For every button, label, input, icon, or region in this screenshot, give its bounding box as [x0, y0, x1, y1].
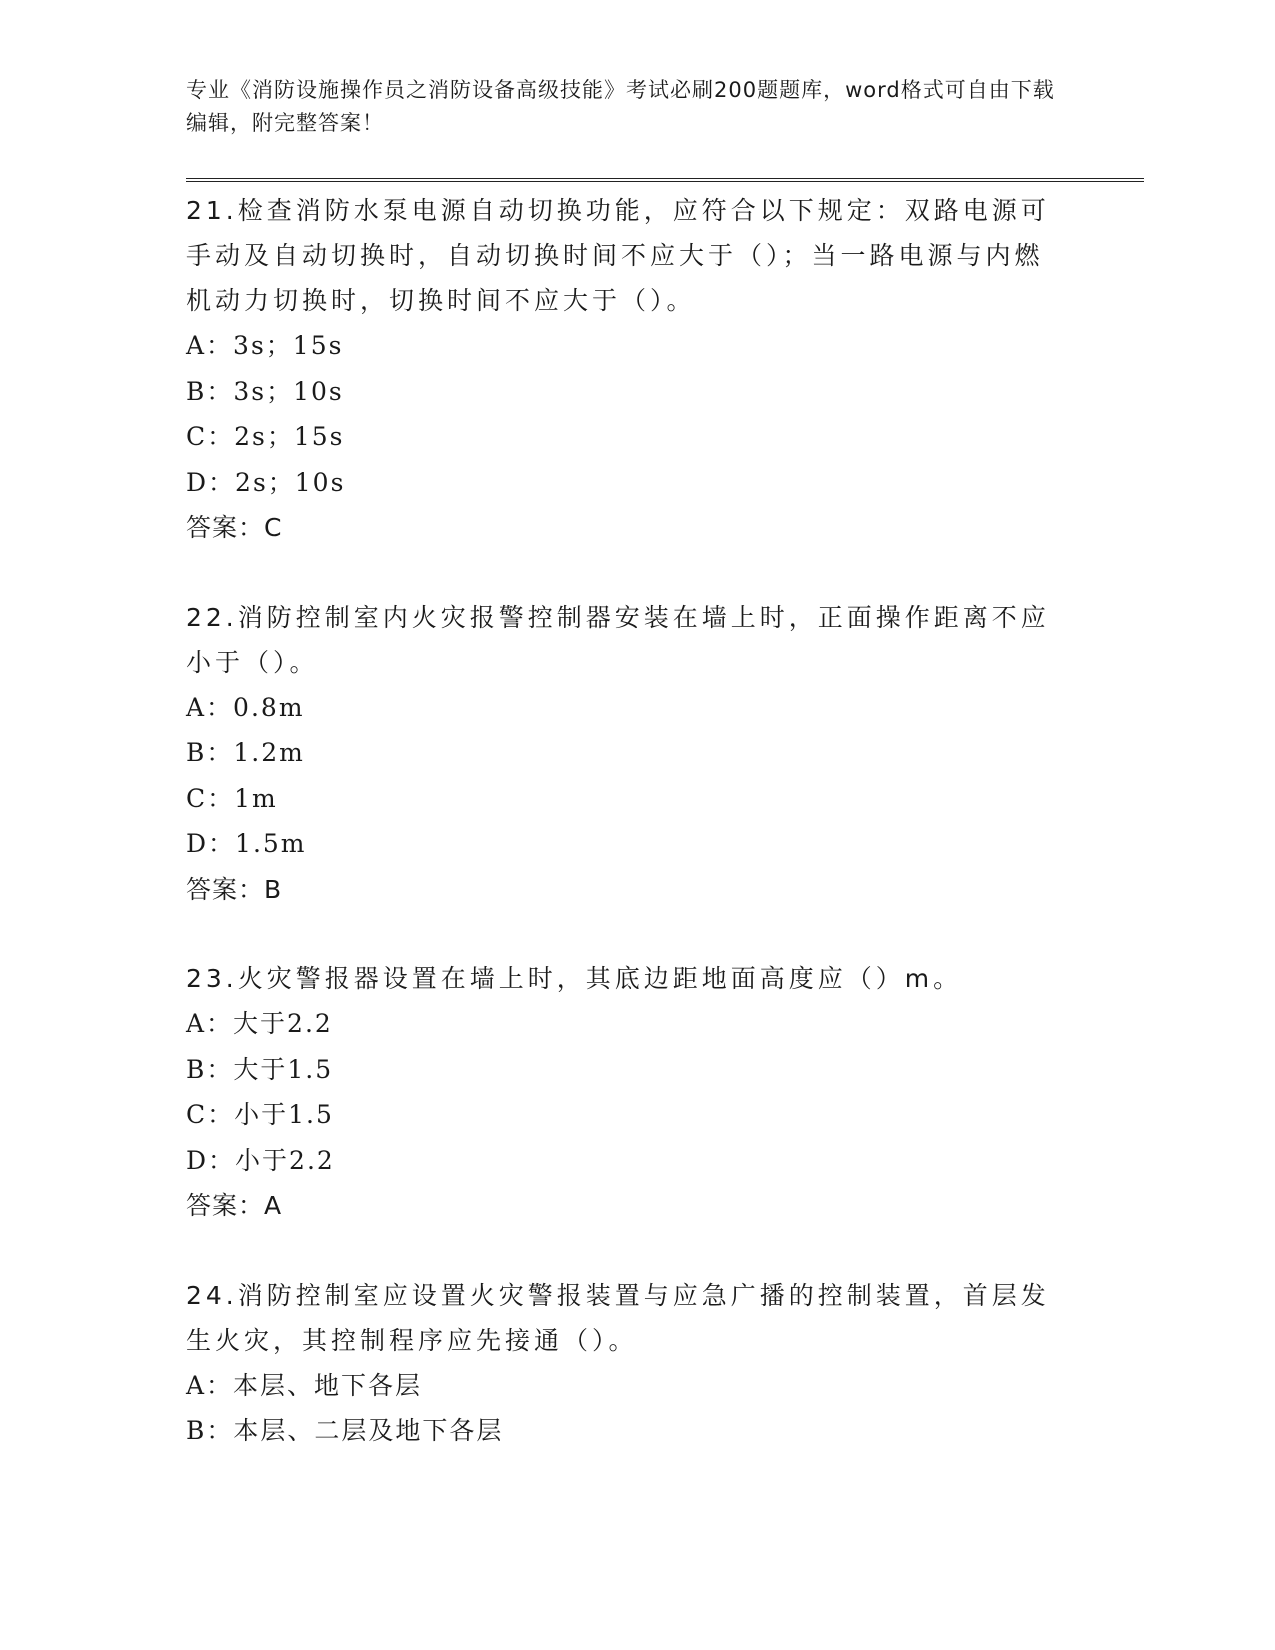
option-d: D：2s；10s [186, 467, 346, 497]
answer: 答案：A [186, 1191, 283, 1220]
option-b: B：1.2m [186, 738, 305, 767]
option-c: C：1m [186, 783, 278, 813]
option-d: D：小于2.2 [186, 1145, 335, 1175]
question-24 [186, 1273, 1086, 1454]
answer: 答案：C [186, 513, 283, 542]
document-header: 专业《消防设施操作员之消防设备高级技能》考试必刷200题题库，word格式可自由下载编辑，附完整答案！ [186, 78, 1055, 135]
option-a: A：本层、地下各层 [186, 1370, 423, 1400]
question-stem: 24.消防控制室应设置火灾警报装置与应急广播的控制装置，首层发生火灾，其控制程序应先接通（）。 [186, 1280, 1050, 1355]
question-21 [186, 188, 1086, 551]
question-list [186, 188, 1086, 1498]
option-b: B：本层、二层及地下各层 [186, 1416, 504, 1445]
question-stem: 23.火灾警报器设置在墙上时，其底边距地面高度应（）m。 [186, 964, 963, 993]
question-stem: 21.检查消防水泵电源自动切换功能，应符合以下规定：双路电源可手动及自动切换时，自动切换时间不应大于（）；当一路电源与内燃机动力切换时，切换时间不应大于（）。 [186, 196, 1050, 315]
option-a: A：大于2.2 [186, 1009, 333, 1038]
option-b: B：3s；10s [186, 376, 344, 406]
option-b: B：大于1.5 [186, 1054, 334, 1084]
question-23 [186, 956, 1086, 1229]
option-c: C：2s；15s [186, 422, 345, 451]
question-stem: 22.消防控制室内火灾报警控制器安装在墙上时，正面操作距离不应小于（）。 [186, 602, 1050, 677]
option-a: A：3s；15s [186, 331, 344, 360]
option-c: C：小于1.5 [186, 1100, 334, 1129]
option-d: D：1.5m [186, 829, 307, 858]
header-divider [186, 178, 1144, 182]
question-22 [186, 595, 1086, 913]
option-a: A：0.8m [186, 692, 305, 722]
answer: 答案：B [186, 874, 283, 904]
